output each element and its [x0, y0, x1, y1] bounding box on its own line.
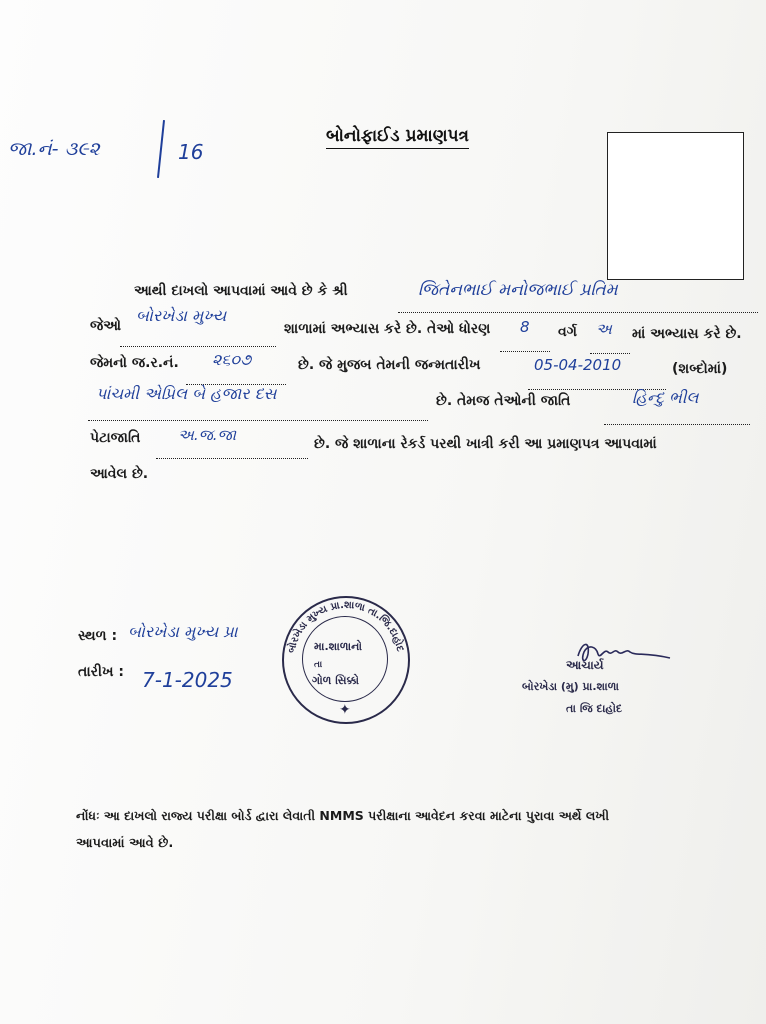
line1-prefix: આથી દાખલો આપવામાં આવે છે કે શ્રી	[134, 283, 348, 299]
line2-prefix: જેઓ	[90, 318, 122, 334]
sub-caste-value: અ.જ.જા	[178, 426, 237, 444]
division-value: અ	[596, 320, 612, 338]
line4-mid: છે. તેમજ તેઓની જાતિ	[436, 393, 571, 409]
reference-number: જા.નં- ૩૯૨	[8, 138, 100, 160]
birth-date-words: પાંચમી એપ્રિલ બે હજાર દસ	[96, 384, 277, 403]
principal-title: આચાર્ય	[566, 658, 604, 672]
caste-dotted-line	[604, 410, 750, 425]
standard-value: 8	[520, 318, 530, 336]
seal-outer-text: બોરખેડા મુખ્ય પ્રા.શાળા તા.જિ.દાહોદ	[286, 599, 406, 655]
school-seal	[282, 596, 410, 724]
seal-inner-line2: તા	[314, 660, 323, 670]
student-name: જિતેનભાઈ મનોજભાઈ પ્રતિમ	[418, 280, 618, 300]
line5-prefix: પેટાજાતિ	[90, 430, 141, 446]
school-dotted-line	[120, 332, 276, 347]
birthdate-words-dotted-line	[88, 406, 428, 421]
name-dotted-line	[398, 298, 758, 313]
reference-divider	[157, 120, 165, 178]
date-label: તારીખ :	[78, 664, 124, 680]
date-value: 7-1-2025	[142, 668, 233, 692]
seal-inner-line1: મા.શાળાનો	[314, 640, 363, 653]
line3-prefix: જેમનો જ.ર.નં.	[90, 355, 179, 371]
principal-school: બોરખેડા (મુ) પ્રા.શાળા	[522, 680, 619, 693]
place-value: બોરખેડા મુખ્ય પ્રા	[128, 622, 238, 641]
gr-number: ૨૬૦૭	[212, 350, 252, 369]
page-title: બોનોફાઈડ પ્રમાણપત્ર	[326, 126, 469, 149]
principal-district: તા જિ દાહોદ	[566, 702, 623, 715]
line2-mid: શાળામાં અભ્યાસ કરે છે. તેઓ ધોરણ	[284, 321, 491, 337]
place-label: સ્થળ :	[78, 628, 118, 644]
class-label: વર્ગ	[558, 324, 577, 340]
subcaste-dotted-line	[156, 444, 308, 459]
caste-value: હિન્દુ ભીલ	[632, 388, 699, 407]
gr-dotted-line	[186, 370, 286, 385]
note-line1: નોંધઃ આ દાખલો રાજ્ય પરીક્ષા બોર્ડ દ્વારા લેવાતી NMMS પરીક્ષાના આવેદન કરવા માટેના પુરાવા અર્થે લખી	[76, 808, 610, 823]
reference-suffix: 16	[178, 140, 204, 164]
seal-inner-line3: ગોળ સિક્કો	[312, 674, 360, 687]
line2-suffix: માં અભ્યાસ કરે છે.	[632, 326, 742, 342]
line3-mid: છે. જે મુજબ તેમની જન્મતારીખ	[298, 357, 481, 373]
line5-suffix: છે. જે શાળાના રેકર્ડ પરથી ખાત્રી કરી આ પ્રમાણપત્ર આપવામાં	[314, 436, 657, 452]
photo-box	[607, 132, 744, 280]
school-name: બોરખેડા મુખ્ય	[136, 306, 227, 325]
birth-date: 05-04-2010	[534, 356, 622, 374]
division-dotted-line	[590, 339, 630, 354]
note-line2: આપવામાં આવે છે.	[76, 836, 174, 851]
seal-star-icon: ✦	[339, 702, 351, 718]
line3-suffix: (શબ્દોમાં)	[672, 361, 728, 377]
line6: આવેલ છે.	[90, 466, 149, 482]
standard-dotted-line	[500, 337, 550, 352]
